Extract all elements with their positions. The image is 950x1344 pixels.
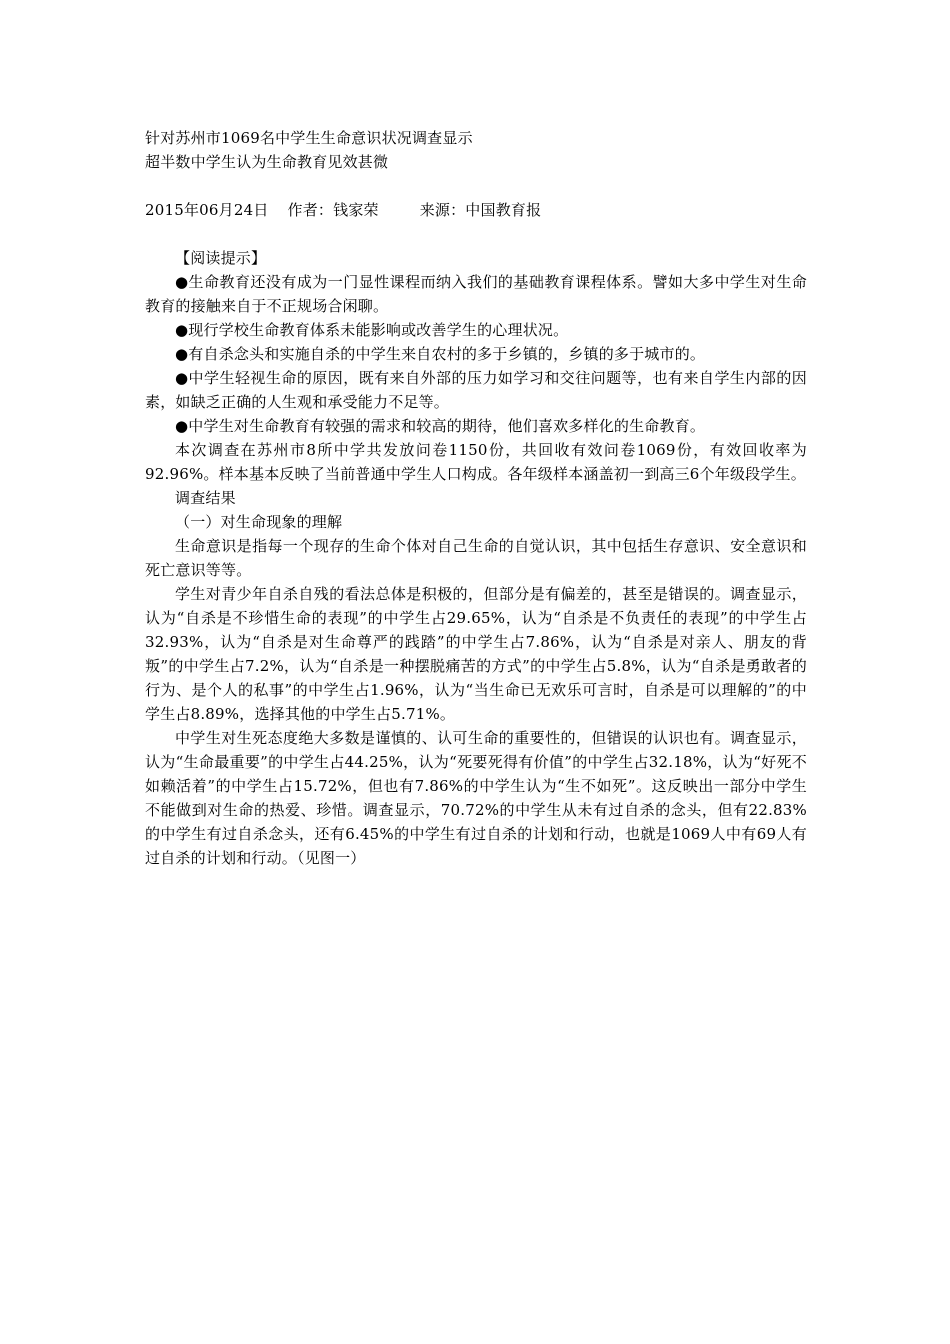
publish-date: 2015年06月24日 [145,201,269,219]
section-heading: （一）对生命现象的理解 [175,513,343,531]
spacer [145,222,807,246]
definition-paragraph: 生命意识是指每一个现存的生命个体对自己生命的自觉认识，其中包括生存意识、安全意识和死亡意识等等。 [145,537,807,579]
source: 来源：中国教育报 [419,201,542,219]
article-title-line-1: 针对苏州市1069名中学生生命意识状况调查显示 [145,129,473,147]
article-title-line-2: 超半数中学生认为生命教育见效甚微 [145,153,389,171]
reading-tip-bullet: ●有自杀念头和实施自杀的中学生来自农村的多于乡镇的，乡镇的多于城市的。 [175,345,706,363]
reading-tip-heading: 【阅读提示】 [175,249,267,267]
suicide-views-paragraph: 学生对青少年自杀自残的看法总体是积极的，但部分是有偏差的，甚至是错误的。调查显示，认为“自杀是不珍惜生命的表现”的中学生占29.65%，认为“自杀是不负责任的表现”的中学生占32.93%，认为“自杀是对生命尊严的践踏”的中学生占7.86%，认为“自杀是对亲人、朋友的背叛”的中学生占7.2%，认为“自杀是一种摆脱痛苦的方式”的中学生占5.8%，认为“自杀是勇敢者的行为、是个人的私事”的中学生占1.96%，认为“当生命已无欢乐可言时，自杀是可以理解的”的中学生占8.89%，选择其他的中学生占5.71%。 [145,585,807,723]
document-page [145,126,807,870]
results-heading: 调查结果 [175,489,236,507]
reading-tip-bullet: ●中学生轻视生命的原因，既有来自外部的压力如学习和交往问题等，也有来自学生内部的因素，如缺乏正确的人生观和承受能力不足等。 [145,369,807,411]
life-death-attitude-paragraph: 中学生对生死态度绝大多数是谨慎的、认可生命的重要性的，但错误的认识也有。调查显示，认为“生命最重要”的中学生占44.25%，认为“死要死得有价值”的中学生占32.18%，认为“好死不如赖活着”的中学生占15.72%，但也有7.86%的中学生认为“生不如死”。这反映出一部分中学生不能做到对生命的热爱、珍惜。调查显示，70.72%的中学生从未有过自杀的念头，但有22.83%的中学生有过自杀念头，还有6.45%的中学生有过自杀的计划和行动，也就是1069人中有69人有过自杀的计划和行动。（见图一） [145,729,807,867]
reading-tip-bullet: ●现行学校生命教育体系未能影响或改善学生的心理状况。 [175,321,569,339]
reading-tip-bullet: ●中学生对生命教育有较强的需求和较高的期待，他们喜欢多样化的生命教育。 [175,417,706,435]
author: 作者：钱家荣 [287,201,379,219]
article-meta [145,198,807,222]
spacer [145,174,807,198]
reading-tip-bullet: ●生命教育还没有成为一门显性课程而纳入我们的基础教育课程体系。譬如大多中学生对生命教育的接触来自于不正规场合闲聊。 [145,273,807,315]
survey-intro-paragraph: 本次调查在苏州市8所中学共发放问卷1150份，共回收有效问卷1069份，有效回收率为92.96%。样本基本反映了当前普通中学生人口构成。各年级样本涵盖初一到高三6个年级段学生。 [145,441,807,483]
